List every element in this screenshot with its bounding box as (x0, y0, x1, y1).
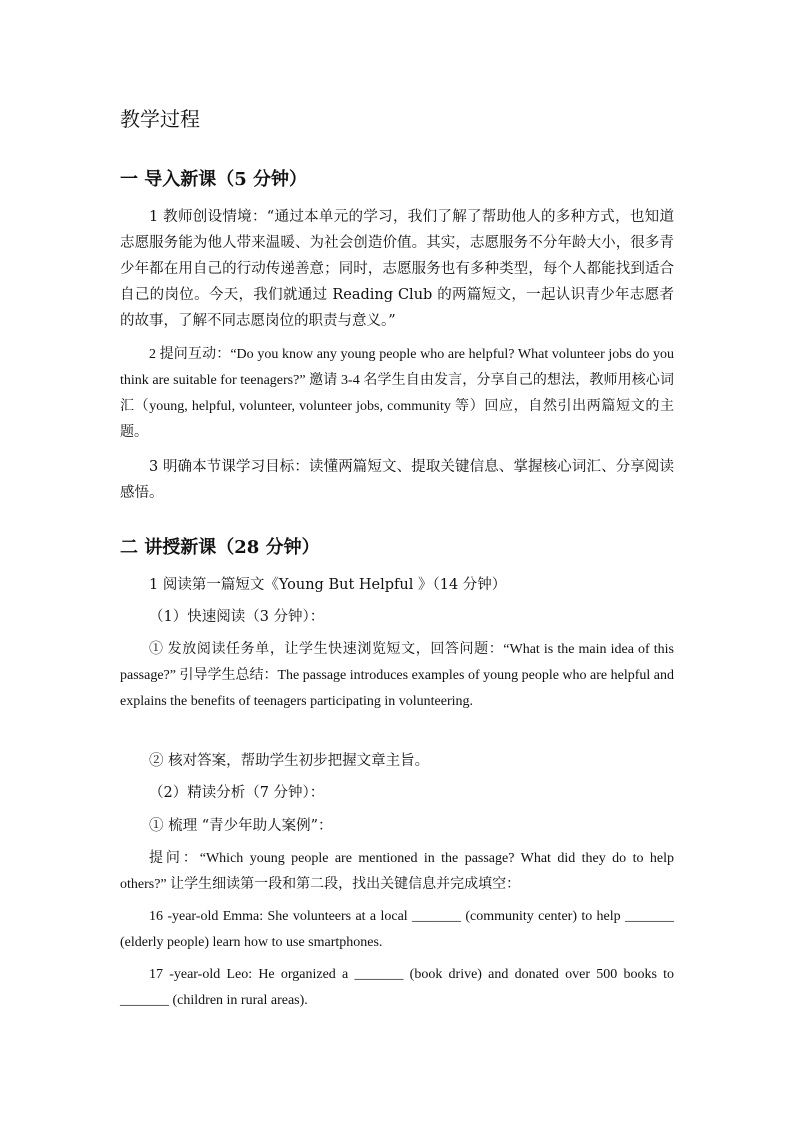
fill-blank-emma: 16 -year-old Emma: She volunteers at a local _______ (community center) to help _______ (elderly people) learn how to use smartphones. (120, 909, 674, 950)
section-heading-intro: 一 导入新课（5 分钟） (120, 169, 308, 190)
sub-step-intensive-reading: （2）精读分析（7 分钟）： (149, 785, 325, 801)
step-skimming-task: ① 发放阅读任务单，让学生快速浏览短文，回答问题：“What is the main idea of this passage?” 引导学生总结：The passage introduces examples of young people who are helpful and explains the benefits of teenagers participating in volunteering. (120, 642, 675, 709)
sub-step-skimming: （1）快速阅读（3 分钟）： (149, 609, 325, 625)
intro-paragraph-3: 3 明确本节课学习目标：读懂两篇短文、提取关键信息、掌握核心词汇、分享阅读感悟。 (120, 459, 674, 501)
reading-item-1: 1 阅读第一篇短文《Young But Helpful 》（14 分钟） (149, 577, 507, 593)
section-heading-new-lesson: 二 讲授新课（28 分钟） (120, 537, 320, 558)
step-sort-cases: ① 梳理 “青少年助人案例”： (149, 818, 333, 834)
intro-paragraph-1: 1 教师创设情境：“通过本单元的学习，我们了解了帮助他人的多种方式，也知道志愿服务能为他人带来温暖、为社会创造价值。其实，志愿服务不分年龄大小，很多青少年都在用自己的行动传递善意；同时，志愿服务也有多种类型，每个人都能找到适合自己的岗位。今天，我们就通过 Reading Club 的两篇短文，一起认识青少年志愿者的故事，了解不同志愿岗位的职责与意义。” (120, 209, 674, 329)
fill-blank-leo: 17 -year-old Leo: He organized a _______ (book drive) and donated over 500 books to _______ (children in rural areas). (120, 967, 674, 1008)
page-title: 教学过程 (120, 107, 200, 131)
intro-paragraph-2: 2 提问互动：“Do you know any young people who are helpful? What volunteer jobs do you think are suitable for teenagers?” 邀请 3-4 名学生自由发言，分享自己的想法，教师用核心词汇（young, helpful, volunteer, volunteer jobs, community 等）回应，自然引出两篇短文的主题。 (120, 347, 674, 440)
step-check-answers: ② 核对答案，帮助学生初步把握文章主旨。 (149, 753, 430, 769)
question-paragraph: 提问：“Which young people are mentioned in the passage? What did they do to help others?” 让学生细读第一段和第二段，找出关键信息并完成填空： (120, 851, 674, 892)
